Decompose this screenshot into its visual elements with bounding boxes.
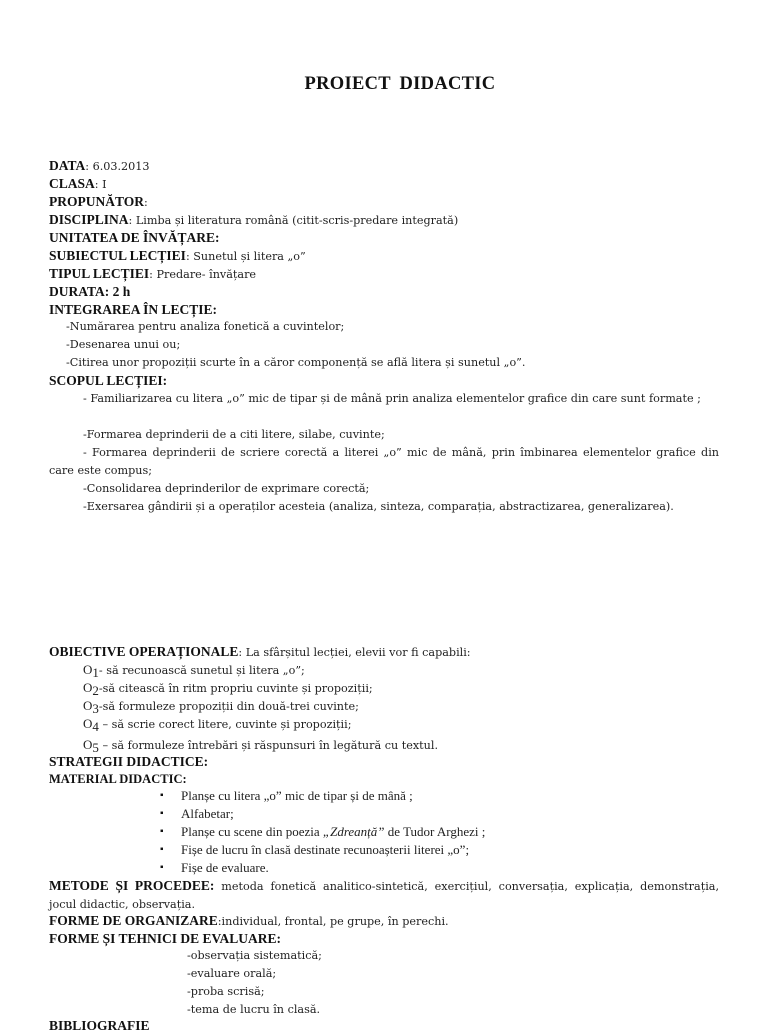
material-item: Planșe cu litera „o” mic de tipar și de mână ; <box>181 788 413 803</box>
material-item: Alfabetar; <box>181 806 234 821</box>
learning-unit-row <box>49 230 220 246</box>
organization-label: FORME DE ORGANIZARE <box>49 913 218 928</box>
bullet-icon: ▪ <box>160 862 164 873</box>
discipline-label: DISCIPLINA <box>49 212 129 227</box>
organization-row <box>49 913 449 930</box>
scope-paragraph: - Familiarizarea cu litera „o” mic de tipar și de mână prin analiza elementelor grafice din care sunt formate ; <box>83 392 701 405</box>
proposer-row <box>49 194 148 211</box>
objective-item: $O_3-să$ formuleze propoziții din două-trei cuvinte; <box>83 698 359 716</box>
evaluation-row <box>49 931 281 947</box>
objectives-intro: : La sfârșitul lecției, elevii vor fi capabili: <box>238 646 471 659</box>
organization-text: :individual, frontal, pe grupe, în perechi. <box>217 915 449 928</box>
duration-label: DURATA: 2 h <box>49 284 131 299</box>
lesson-type-row <box>49 266 256 283</box>
scope-row <box>49 373 167 389</box>
objectives-label: OBIECTIVE OPERAȚIONALE <box>49 644 239 659</box>
strategies-row <box>49 754 208 770</box>
date-value: : 6.03.2013 <box>85 160 150 173</box>
proposer-value: : <box>144 196 148 209</box>
duration-row <box>49 284 130 300</box>
evaluation-item: -evaluare orală; <box>187 967 277 980</box>
date-row <box>49 158 150 175</box>
evaluation-item: -observația sistematică; <box>187 949 322 962</box>
integration-row <box>49 302 217 318</box>
methods-label: METODE ȘI PROCEDEE: <box>49 878 215 893</box>
evaluation-item: -tema de lucru în clasă. <box>187 1003 321 1016</box>
material-item: Fișe de lucru în clasă destinate recunoașterii literei „o”; <box>181 842 470 857</box>
bullet-icon: ▪ <box>160 808 164 819</box>
scope-paragraph: -Consolidarea deprinderilor de exprimare corectă; <box>83 482 370 495</box>
bibliography-row <box>49 1018 150 1034</box>
strategies-label: STRATEGII DIDACTICE: <box>49 754 209 769</box>
objective-item: $O_4$ – să scrie corect litere, cuvinte și propoziții; <box>83 716 352 734</box>
material-item: Planșe cu scene din poezia „Zdreanță” de Tudor Arghezi ; <box>181 824 486 839</box>
subject-label: SUBIECTUL LECȚIEI <box>49 248 186 263</box>
class-row <box>49 176 107 193</box>
integration-item: -Numărarea pentru analiza fonetică a cuvintelor; <box>66 320 345 333</box>
discipline-row <box>49 212 458 229</box>
methods-paragraph <box>49 877 719 914</box>
objective-item: $O_2-să$ citească în ritm propriu cuvinte și propoziții; <box>83 680 373 698</box>
material-item: Fișe de evaluare. <box>181 860 269 875</box>
bullet-icon: ▪ <box>160 826 164 837</box>
scope-label: SCOPUL LECȚIEI: <box>49 373 168 388</box>
evaluation-item: -proba scrisă; <box>187 985 265 998</box>
lesson-type-label: TIPUL LECȚIEI <box>49 266 150 281</box>
learning-unit-label: UNITATEA DE ÎNVĂȚARE: <box>49 230 220 245</box>
bibliography-label: BIBLIOGRAFIE <box>49 1018 150 1033</box>
scope-paragraph: -Exersarea gândirii și a operaților acesteia (analiza, sinteza, comparația, abstractizarea, generalizarea). <box>83 500 674 513</box>
objective-item: $O_5$ – să formuleze întrebări și răspunsuri în legătură cu textul. <box>83 737 439 755</box>
integration-label: INTEGRAREA ÎN LECȚIE: <box>49 302 218 317</box>
evaluation-label: FORME ȘI TEHNICI DE EVALUARE: <box>49 931 282 946</box>
methods-text: metoda fonetică analitico-sintetică, exercițiul, conversația, explicația, demonstrația, jocul didactic, observația. <box>49 880 719 911</box>
objective-item: $O_1-$ să recunoască sunetul și litera „o”; <box>83 662 305 680</box>
scope-paragraph: -Formarea deprinderii de a citi litere, silabe, cuvinte; <box>83 428 385 441</box>
bullet-icon: ▪ <box>160 790 164 801</box>
bullet-icon: ▪ <box>160 844 164 855</box>
lesson-type-value: : Predare- învățare <box>149 268 257 281</box>
class-value: : I <box>94 178 107 191</box>
material-label: MATERIAL DIDACTIC: <box>49 772 187 786</box>
material-row <box>49 771 187 787</box>
integration-item: -Desenarea unui ou; <box>66 338 181 351</box>
page-title: PROIECT DIDACTIC <box>304 74 496 94</box>
subject-row <box>49 248 306 265</box>
proposer-label: PROPUNĂTOR <box>49 194 145 209</box>
class-label: CLASA <box>49 176 95 191</box>
scope-paragraph: - Formarea deprinderii de scriere corectă a literei „o” mic de mână, prin îmbinarea elementelor grafice din care este compus; <box>49 446 719 477</box>
discipline-value: : Limba și literatura română (citit-scris-predare integrată) <box>128 214 459 227</box>
subject-value: : Sunetul și litera „o” <box>185 250 306 263</box>
integration-item: -Citirea unor propoziții scurte în a căror componență se află litera și sunetul „o”. <box>66 356 526 369</box>
objectives-row <box>49 644 471 661</box>
date-label: DATA <box>49 158 86 173</box>
